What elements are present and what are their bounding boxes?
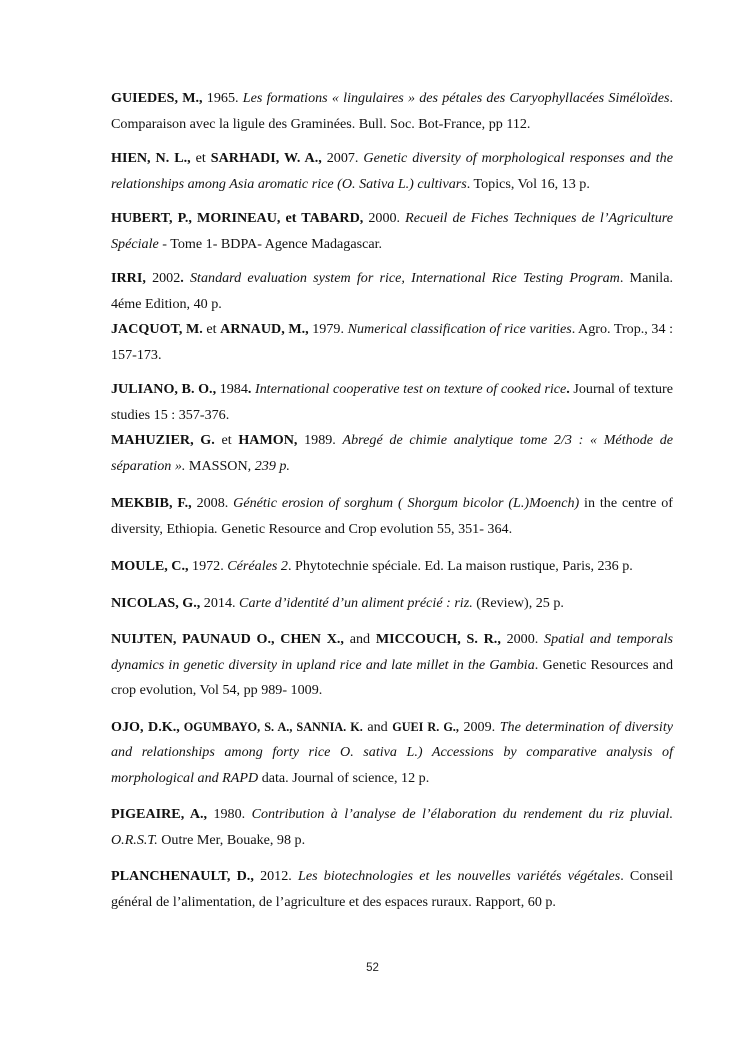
reference-title: Céréales 2: [227, 558, 288, 574]
reference-author: HUBERT, P., MORINEAU, et TABARD,: [111, 210, 364, 226]
reference-title: Les formations « lingulaires » des pétales des Caryophyllacées Siméloïdes: [242, 90, 670, 106]
reference-year: 2000.: [500, 631, 545, 647]
reference-year-dot: .: [247, 381, 252, 397]
reference-author: MICCOUCH, S. R.,: [375, 631, 501, 647]
reference-punctuation: .: [214, 520, 218, 537]
reference-author: MOULE, C.,: [111, 558, 189, 574]
reference-details: . Conseil général de l’alimentation, de l’agriculture et des espaces ruraux. Rapport, 60 p.: [111, 868, 673, 910]
reference-details: . Phytotechnie spéciale. Ed. La maison rustique, Paris, 236 p.: [287, 558, 633, 574]
reference-conjunction: et: [190, 150, 211, 166]
reference-title: Les biotechnologies et les nouvelles variétés végétales: [298, 868, 621, 884]
reference-title: Abregé de chimie analytique tome 2/3 : « Méthode de séparation ».: [111, 432, 673, 474]
reference-conjunction: et: [202, 321, 221, 337]
reference-author: ARNAUD, M.,: [220, 321, 309, 337]
reference-entry: [111, 377, 673, 428]
reference-year: 2009.: [458, 718, 500, 735]
reference-conjunction: and: [362, 718, 393, 735]
reference-author: IRRI,: [111, 270, 146, 286]
reference-title: Standard evaluation system for rice, International Rice Testing Program: [183, 270, 620, 286]
reference-details: . Agro. Trop., 34 : 157-173.: [111, 321, 673, 363]
reference-entry: [111, 715, 673, 792]
reference-list: [111, 86, 673, 915]
reference-title: Numerical classification of rice varities: [347, 321, 572, 337]
reference-entry: [111, 491, 673, 542]
reference-year: 1989.: [297, 432, 343, 448]
reference-entry: [111, 266, 673, 317]
reference-year: 1965.: [202, 90, 243, 106]
reference-title: The determination of diversity and relationships among forty rice O. sativa L.) Accessions by comparative analysis of morphological and RAPD: [111, 718, 673, 786]
reference-details: . Topics, Vol 16, 13 p.: [466, 175, 590, 192]
reference-entry: [111, 554, 673, 580]
reference-year: 2012.: [253, 868, 298, 884]
reference-author: NICOLAS, G.,: [111, 594, 201, 611]
reference-details: MASSON,: [185, 457, 255, 474]
reference-conjunction: et: [214, 432, 239, 448]
reference-author: JULIANO, B. O.,: [111, 381, 217, 397]
reference-title: Recueil de Fiches Techniques de l’Agriculture Spéciale: [111, 210, 673, 252]
reference-title: International cooperative test on texture of cooked rice: [251, 381, 567, 397]
reference-author: SARHADI, W. A.,: [210, 150, 322, 166]
reference-details: Genetic Resource and Crop evolution 55, 351- 364.: [217, 520, 513, 537]
reference-entry: [111, 802, 673, 853]
reference-author: GUEI R. G.,: [392, 719, 459, 734]
reference-details: (Review), 25 p.: [472, 594, 564, 611]
reference-author: PIGEAIRE, A.,: [111, 806, 208, 822]
reference-year: 2008.: [191, 495, 234, 511]
reference-year-dot: .: [180, 270, 184, 286]
reference-details: data. Journal of science, 12 p.: [258, 769, 430, 786]
reference-year: 2014.: [200, 594, 240, 611]
reference-details: Journal of texture studies 15 : 357-376.: [111, 381, 673, 423]
reference-details: Outre Mer, Bouake, 98 p.: [157, 831, 306, 848]
reference-author: PLANCHENAULT, D.,: [111, 868, 254, 884]
page-number: 52: [366, 962, 379, 974]
reference-details: - Tome 1- BDPA- Agence Madagascar.: [158, 235, 383, 252]
reference-year: 2002: [145, 270, 181, 286]
reference-author: GUIEDES, M.,: [111, 90, 203, 106]
reference-title: Genetic diversity of morphological responses and the relationships among Asia aromatic rice (O. Sativa L.) cultivars: [111, 150, 673, 192]
reference-details: . Comparaison avec la ligule des Graminées. Bull. Soc. Bot-France, pp 112.: [111, 90, 673, 132]
reference-details: . Manila. 4éme Edition, 40 p.: [111, 270, 673, 312]
reference-title: Spatial and temporals dynamics in genetic diversity in upland rice and late millet in the Gambia: [111, 631, 673, 673]
reference-author: MEKBIB, F.,: [111, 495, 192, 511]
reference-entry: [111, 146, 673, 197]
reference-entry: [111, 864, 673, 915]
reference-year: 1979.: [308, 321, 348, 337]
reference-title-dot: .: [566, 381, 570, 397]
reference-author: HAMON,: [238, 432, 298, 448]
reference-pages: 239 p.: [254, 457, 290, 474]
reference-year: 2000.: [363, 210, 406, 226]
reference-author: NUIJTEN, PAUNAUD O., CHEN X.,: [111, 631, 344, 647]
reference-entry: [111, 627, 673, 704]
reference-entry: [111, 428, 673, 479]
reference-entry: [111, 206, 673, 257]
reference-author: HIEN, N. L.,: [111, 150, 191, 166]
reference-details: in the centre of diversity, Ethiopia: [111, 495, 673, 537]
reference-author: JACQUOT, M.: [111, 321, 203, 337]
reference-conjunction: and: [343, 631, 376, 647]
reference-title: Contribution à l’analyse de l’élaboration du rendement du riz pluvial. O.R.S.T.: [111, 806, 673, 848]
reference-title: Carte d’identité d’un aliment précié : riz.: [239, 594, 473, 611]
reference-entry: [111, 591, 673, 617]
reference-details: . Genetic Resources and crop evolution, Vol 54, pp 989- 1009.: [111, 656, 673, 698]
reference-author: OGUMBAYO, S. A., SANNIA. K.: [179, 719, 363, 734]
reference-year: 1980.: [207, 806, 252, 822]
reference-year: 1984: [216, 381, 248, 397]
reference-title: Génétic erosion of sorghum ( Shorgum bicolor (L.)Moench): [233, 495, 580, 511]
reference-year: 2007.: [321, 150, 364, 166]
reference-entry: [111, 317, 673, 368]
reference-entry: [111, 86, 673, 137]
reference-author: MAHUZIER, G.: [111, 432, 215, 448]
reference-author: OJO, D.K.,: [111, 718, 180, 735]
reference-year: 1972.: [188, 558, 228, 574]
